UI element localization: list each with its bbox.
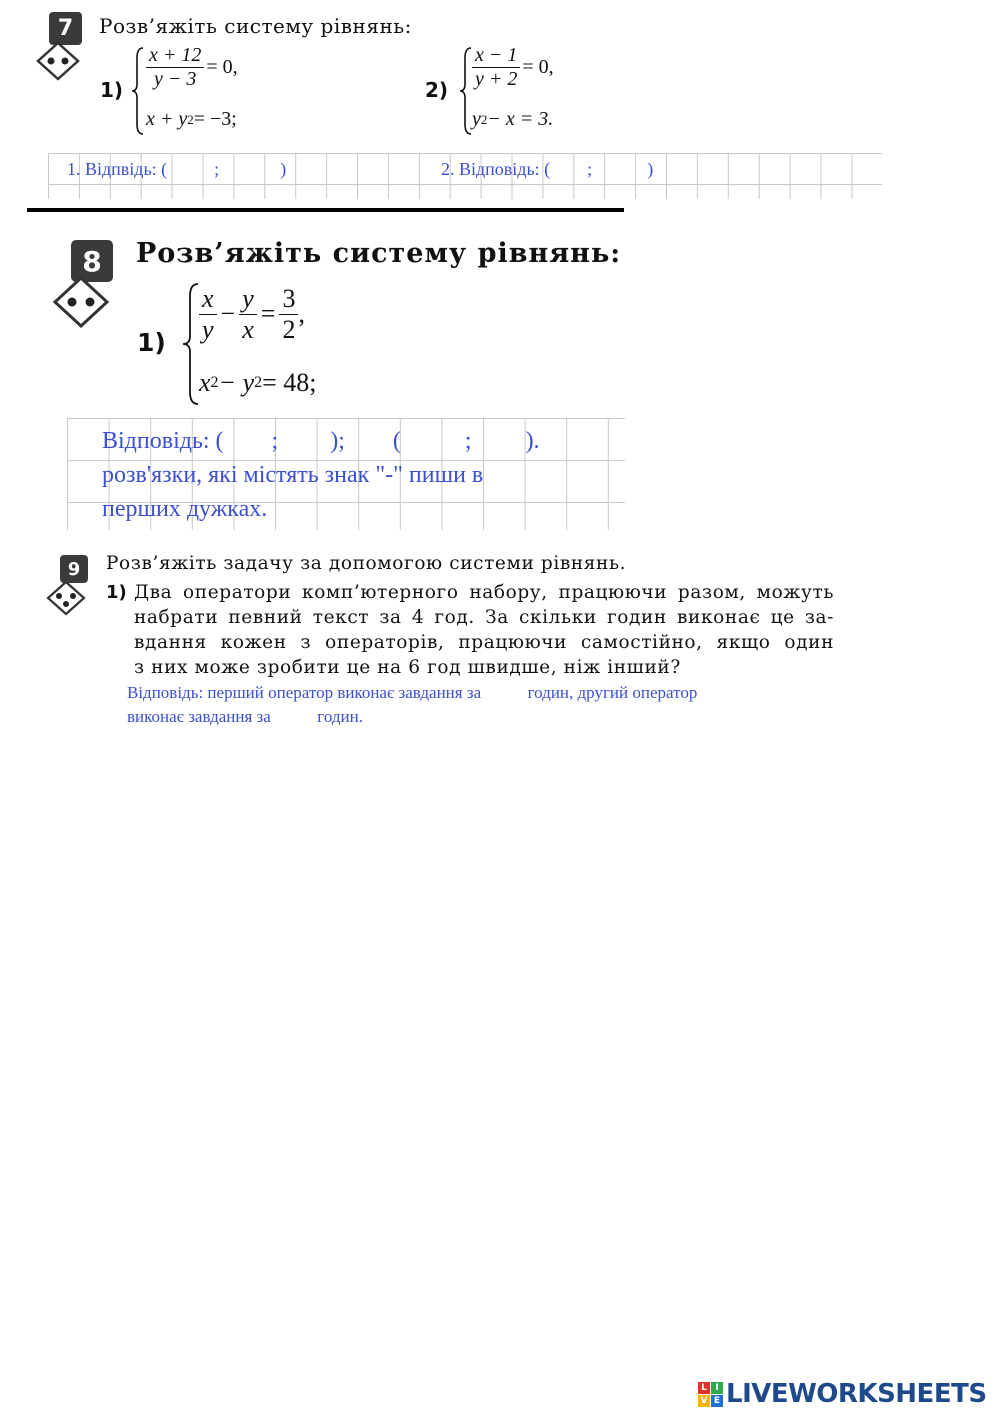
logo-text: LIVEWORKSHEETS <box>726 1379 987 1409</box>
answer-text: годин. <box>317 707 363 726</box>
minus-sign: − <box>220 299 236 329</box>
answer-close: ); <box>330 428 345 454</box>
exponent: 2 <box>254 374 263 391</box>
answer-open: ( <box>392 428 401 454</box>
left-brace <box>182 282 200 406</box>
answer-prefix: 1. Відпвідь: ( <box>67 159 168 179</box>
exponent: 2 <box>480 111 488 127</box>
task8-eq1 <box>199 284 305 345</box>
logo-icon <box>698 1382 723 1407</box>
section-divider <box>27 208 624 212</box>
task9-text-line: з них може зробити це на 6 год швидше, ніж інший? <box>134 657 681 678</box>
fraction-numerator: x + 12 <box>146 44 204 68</box>
task9-text <box>134 580 834 680</box>
eq-rhs: = 48; <box>262 368 317 397</box>
liveworksheets-logo <box>698 1379 987 1409</box>
fraction-denominator: y <box>202 314 214 344</box>
answer-text: Відповідь: перший оператор виконає завдання за <box>127 683 482 702</box>
exponent: 2 <box>187 111 194 127</box>
task9-label: 1) <box>106 582 127 603</box>
answer-prefix: Відповідь: ( <box>102 428 224 454</box>
logo-letter: E <box>711 1395 723 1407</box>
answer-text: годин, другий оператор <box>527 683 698 702</box>
fraction-denominator: y − 3 <box>154 68 197 90</box>
answer-text: виконає завдання за <box>127 707 271 726</box>
eq-lhs: y <box>472 108 481 130</box>
fraction-numerator: x <box>199 284 217 315</box>
answer-close: ). <box>525 428 540 454</box>
task9-text-line: набрати певний текст за 4 год. За скільки годин виконає це за- <box>134 607 834 628</box>
task7-sys1-eq1 <box>146 44 238 91</box>
fraction-denominator: x <box>242 314 254 344</box>
task7-sys2-label: 2) <box>425 78 449 102</box>
task9-text-line: вдання кожен з операторів, працюючи самостійно, якщо один <box>134 632 834 653</box>
dice-three-icon <box>46 580 86 616</box>
eq-var-y: − y <box>218 368 255 397</box>
task9-number-badge: 9 <box>60 555 88 583</box>
task8-note-line1: розв'язки, які містять знак "-" пиши в <box>102 462 484 488</box>
eq-rhs: = −3; <box>193 108 237 130</box>
logo-letter: L <box>698 1382 710 1394</box>
task7-sys2-eq1 <box>472 44 554 91</box>
exponent: 2 <box>210 374 219 391</box>
task9-answer-line2 <box>127 707 363 727</box>
task8-answer <box>102 428 540 455</box>
answer-separator: ; <box>464 428 472 454</box>
dice-two-icon <box>36 41 80 81</box>
logo-letter: V <box>698 1395 710 1407</box>
left-brace <box>131 46 145 136</box>
task7-sys1-eq2 <box>146 108 237 131</box>
answer-prefix: 2. Відповідь: ( <box>441 159 551 179</box>
left-brace <box>459 46 473 136</box>
answer-separator: ; <box>214 159 220 179</box>
logo-letter: I <box>711 1382 723 1394</box>
task7-heading: Розв’яжіть систему рівнянь: <box>99 14 412 38</box>
eq-var-x: x <box>199 368 211 397</box>
eq-rhs: = 0, <box>522 56 554 78</box>
comma: , <box>298 299 305 329</box>
task8-heading: Розв’яжіть систему рівнянь: <box>136 238 622 269</box>
equals-sign: = <box>260 299 276 329</box>
task7-answer1 <box>67 159 286 180</box>
task9-heading: Розв’яжіть задачу за допомогою системи рівнянь. <box>106 553 627 574</box>
task9-answer-line1 <box>127 683 697 703</box>
answer-separator: ; <box>587 159 593 179</box>
eq-lhs: x + y <box>146 108 188 130</box>
fraction-numerator: x − 1 <box>472 44 520 68</box>
answer-separator: ; <box>271 428 279 454</box>
answer-suffix: ) <box>280 159 287 179</box>
task8-eq2 <box>199 368 317 398</box>
fraction-numerator: y <box>239 284 257 315</box>
task7-number-badge: 7 <box>49 12 82 45</box>
dice-two-icon <box>52 276 110 328</box>
task8-number-badge: 8 <box>71 240 113 282</box>
fraction-denominator: 2 <box>282 314 296 344</box>
task7-answer2 <box>441 159 653 180</box>
eq-rhs: − x = 3. <box>487 108 554 130</box>
task7-sys2-eq2 <box>472 108 553 131</box>
task9-text-line: Два оператори комп’ютерного набору, працюючи разом, можуть <box>134 582 834 603</box>
answer-suffix: ) <box>647 159 654 179</box>
task8-sys-label: 1) <box>137 328 166 357</box>
eq-rhs: = 0, <box>206 56 238 78</box>
task7-sys1-label: 1) <box>100 78 124 102</box>
fraction-numerator: 3 <box>279 284 298 315</box>
fraction-denominator: y + 2 <box>475 68 518 90</box>
task8-note-line2: перших дужках. <box>102 496 268 522</box>
